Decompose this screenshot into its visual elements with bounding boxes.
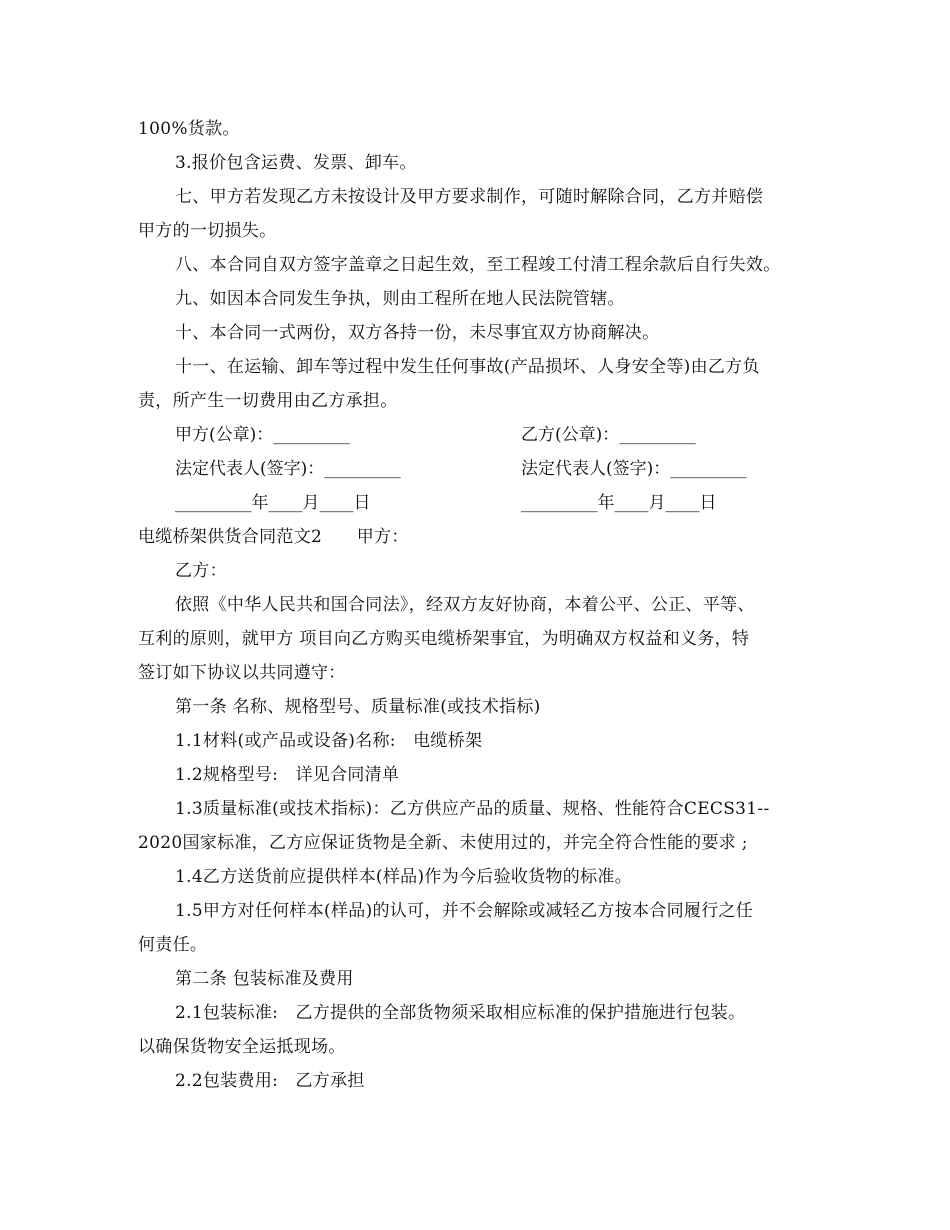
paragraph-line: 100%货款。: [138, 119, 240, 139]
clause-heading: 第一条 名称、规格型号、质量标准(或技术指标): [175, 697, 541, 717]
party-b-date-line: _________年____月____日: [521, 493, 717, 513]
paragraph-line: 1.5甲方对任何样本(样品)的认可，并不会解除或减轻乙方按本合同履行之任: [175, 901, 754, 921]
paragraph-line: 八、本合同自双方签字盖章之日起生效，至工程竣工付清工程余款后自行失效。: [175, 255, 781, 275]
paragraph-line: 依照《中华人民共和国合同法》，经双方友好协商，本着公平、公正、平等、: [175, 595, 755, 615]
paragraph-line: 互利的原则，就甲方 项目向乙方购买电缆桥架事宜，为明确双方权益和义务，特: [138, 629, 750, 649]
party-a-rep-line: 法定代表人(签字)：_________: [175, 459, 401, 479]
paragraph-line: 十一、在运输、卸车等过程中发生任何事故(产品损坏、人身安全等)由乙方负: [175, 357, 760, 377]
paragraph-line: 责，所产生一切费用由乙方承担。: [138, 391, 398, 411]
paragraph-line: 十、本合同一式两份，双方各持一份，未尽事宜双方协商解决。: [175, 323, 660, 343]
party-b-rep-line: 法定代表人(签字)：_________: [521, 459, 747, 479]
paragraph-line: 1.1材料(或产品或设备)名称: 电缆桥架: [175, 731, 483, 751]
paragraph-line: 1.4乙方送货前应提供样本(样品)作为今后验收货物的标准。: [175, 867, 632, 887]
paragraph-line: 何责任。: [138, 935, 208, 955]
paragraph-line: 1.3质量标准(或技术指标)：乙方供应产品的质量、规格、性能符合CECS31--: [175, 799, 770, 819]
paragraph-line: 2.2包装费用: 乙方承担: [175, 1071, 365, 1091]
party-a-date-line: _________年____月____日: [175, 493, 371, 513]
paragraph-line: 2.1包装标准: 乙方提供的全部货物须采取相应标准的保护措施进行包装。: [175, 1003, 746, 1023]
paragraph-line: 乙方：: [175, 561, 227, 581]
paragraph-line: 甲方的一切损失。: [138, 221, 277, 241]
party-a-seal-line: 甲方(公章)：_________: [175, 425, 350, 445]
paragraph-line: 七、甲方若发现乙方未按设计及甲方要求制作，可随时解除合同，乙方并赔偿: [175, 187, 764, 207]
paragraph-line: 以确保货物安全运抵现场。: [138, 1037, 346, 1057]
paragraph-line: 签订如下协议以共同遵守：: [138, 663, 346, 683]
party-b-seal-line: 乙方(公章)：_________: [521, 425, 696, 445]
paragraph-line: 九、如因本合同发生争执，则由工程所在地人民法院管辖。: [175, 289, 625, 309]
paragraph-line: 3.报价包含运费、发票、卸车。: [175, 153, 417, 173]
section-title: 电缆桥架供货合同范文2 甲方：: [138, 527, 409, 547]
paragraph-line: 1.2规格型号: 详见合同清单: [175, 765, 400, 785]
clause-heading: 第二条 包装标准及费用: [175, 969, 354, 989]
paragraph-line: 2020国家标准，乙方应保证货物是全新、未使用过的，并完全符合性能的要求 ;: [138, 833, 748, 853]
